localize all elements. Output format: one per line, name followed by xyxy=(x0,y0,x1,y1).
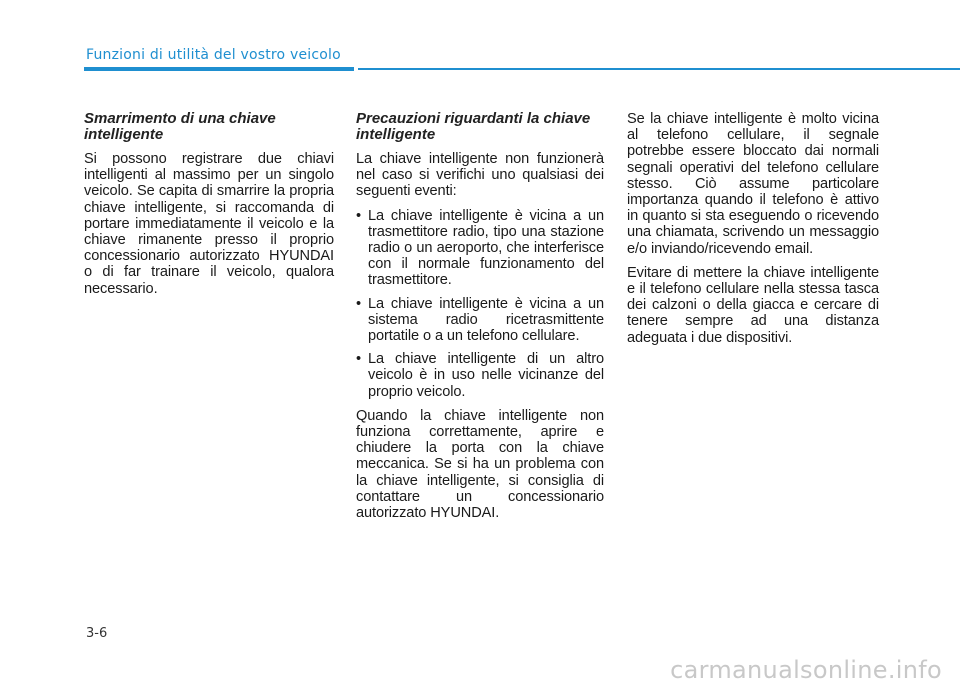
paragraph-separate-devices: Evitare di mettere la chiave intelligente e il telefono cellulare nella stessa tasca dei calzoni o della giacca e cercare di tenere sempre ad una distanza adeguata i due dispositivi. xyxy=(627,264,879,346)
list-item-text: La chiave intelligente è vicina a un sistema radio ricetrasmittente portatile o a un telefono cellulare. xyxy=(368,295,604,345)
paragraph-lost-smart-key: Si possono registrare due chiavi intelligenti al massimo per un singolo veicolo. Se capita di smarrire la propria chiave intelligente, si raccomanda di portare immediatamente il veicolo e la chiave rimanente presso il proprio concessionario autorizzato HYUNDAI o di far trainare il veicolo, qualora necessario. xyxy=(84,151,334,297)
column-left xyxy=(84,111,334,305)
heading-smart-key-precautions: Precauzioni riguardanti la chiave intelligente xyxy=(356,110,591,143)
column-middle xyxy=(356,111,604,529)
bullet-symbol: • xyxy=(356,295,362,312)
column-right xyxy=(627,111,879,354)
paragraph-cellphone-interference: Se la chiave intelligente è molto vicina al telefono cellulare, il segnale potrebbe essere bloccato dai normali segnali operativi del telefono cellulare stesso. Ciò assume particolare importanza quando il telefono è attivo in quanto si sta eseguendo o ricevendo una chiamata, scrivendo un messaggio e/o inviando/ricevendo email. xyxy=(627,111,879,257)
list-item xyxy=(356,296,604,345)
section-title: Funzioni di utilità del vostro veicolo xyxy=(86,47,341,63)
page-number: 3-6 xyxy=(86,626,108,641)
bullet-symbol: • xyxy=(356,207,362,224)
header-bar-thin xyxy=(358,68,960,70)
precautions-list xyxy=(356,208,604,400)
watermark: carmanualsonline.info xyxy=(670,656,942,684)
paragraph-precautions-closing: Quando la chiave intelligente non funziona correttamente, aprire e chiudere la porta con la chiave meccanica. Se si ha un problema con la chiave intelligente, si consiglia di contattare un concessionario autorizzato HYUNDAI. xyxy=(356,407,604,522)
heading-lost-smart-key: Smarrimento di una chiave intelligente xyxy=(84,110,276,143)
paragraph-precautions-intro: La chiave intelligente non funzionerà nel caso si verifichi uno qualsiasi dei seguenti eventi: xyxy=(356,151,604,200)
list-item-text: La chiave intelligente è vicina a un trasmettitore radio, tipo una stazione radio o un aeroporto, che interferisce con il normale funzionamento del trasmettitore. xyxy=(368,207,604,289)
header-bar-thick xyxy=(84,67,354,71)
list-item xyxy=(356,208,604,289)
list-item xyxy=(356,351,604,400)
list-item-text: La chiave intelligente di un altro veicolo è in uso nelle vicinanze del proprio veicolo. xyxy=(368,351,604,400)
bullet-symbol: • xyxy=(356,351,362,368)
